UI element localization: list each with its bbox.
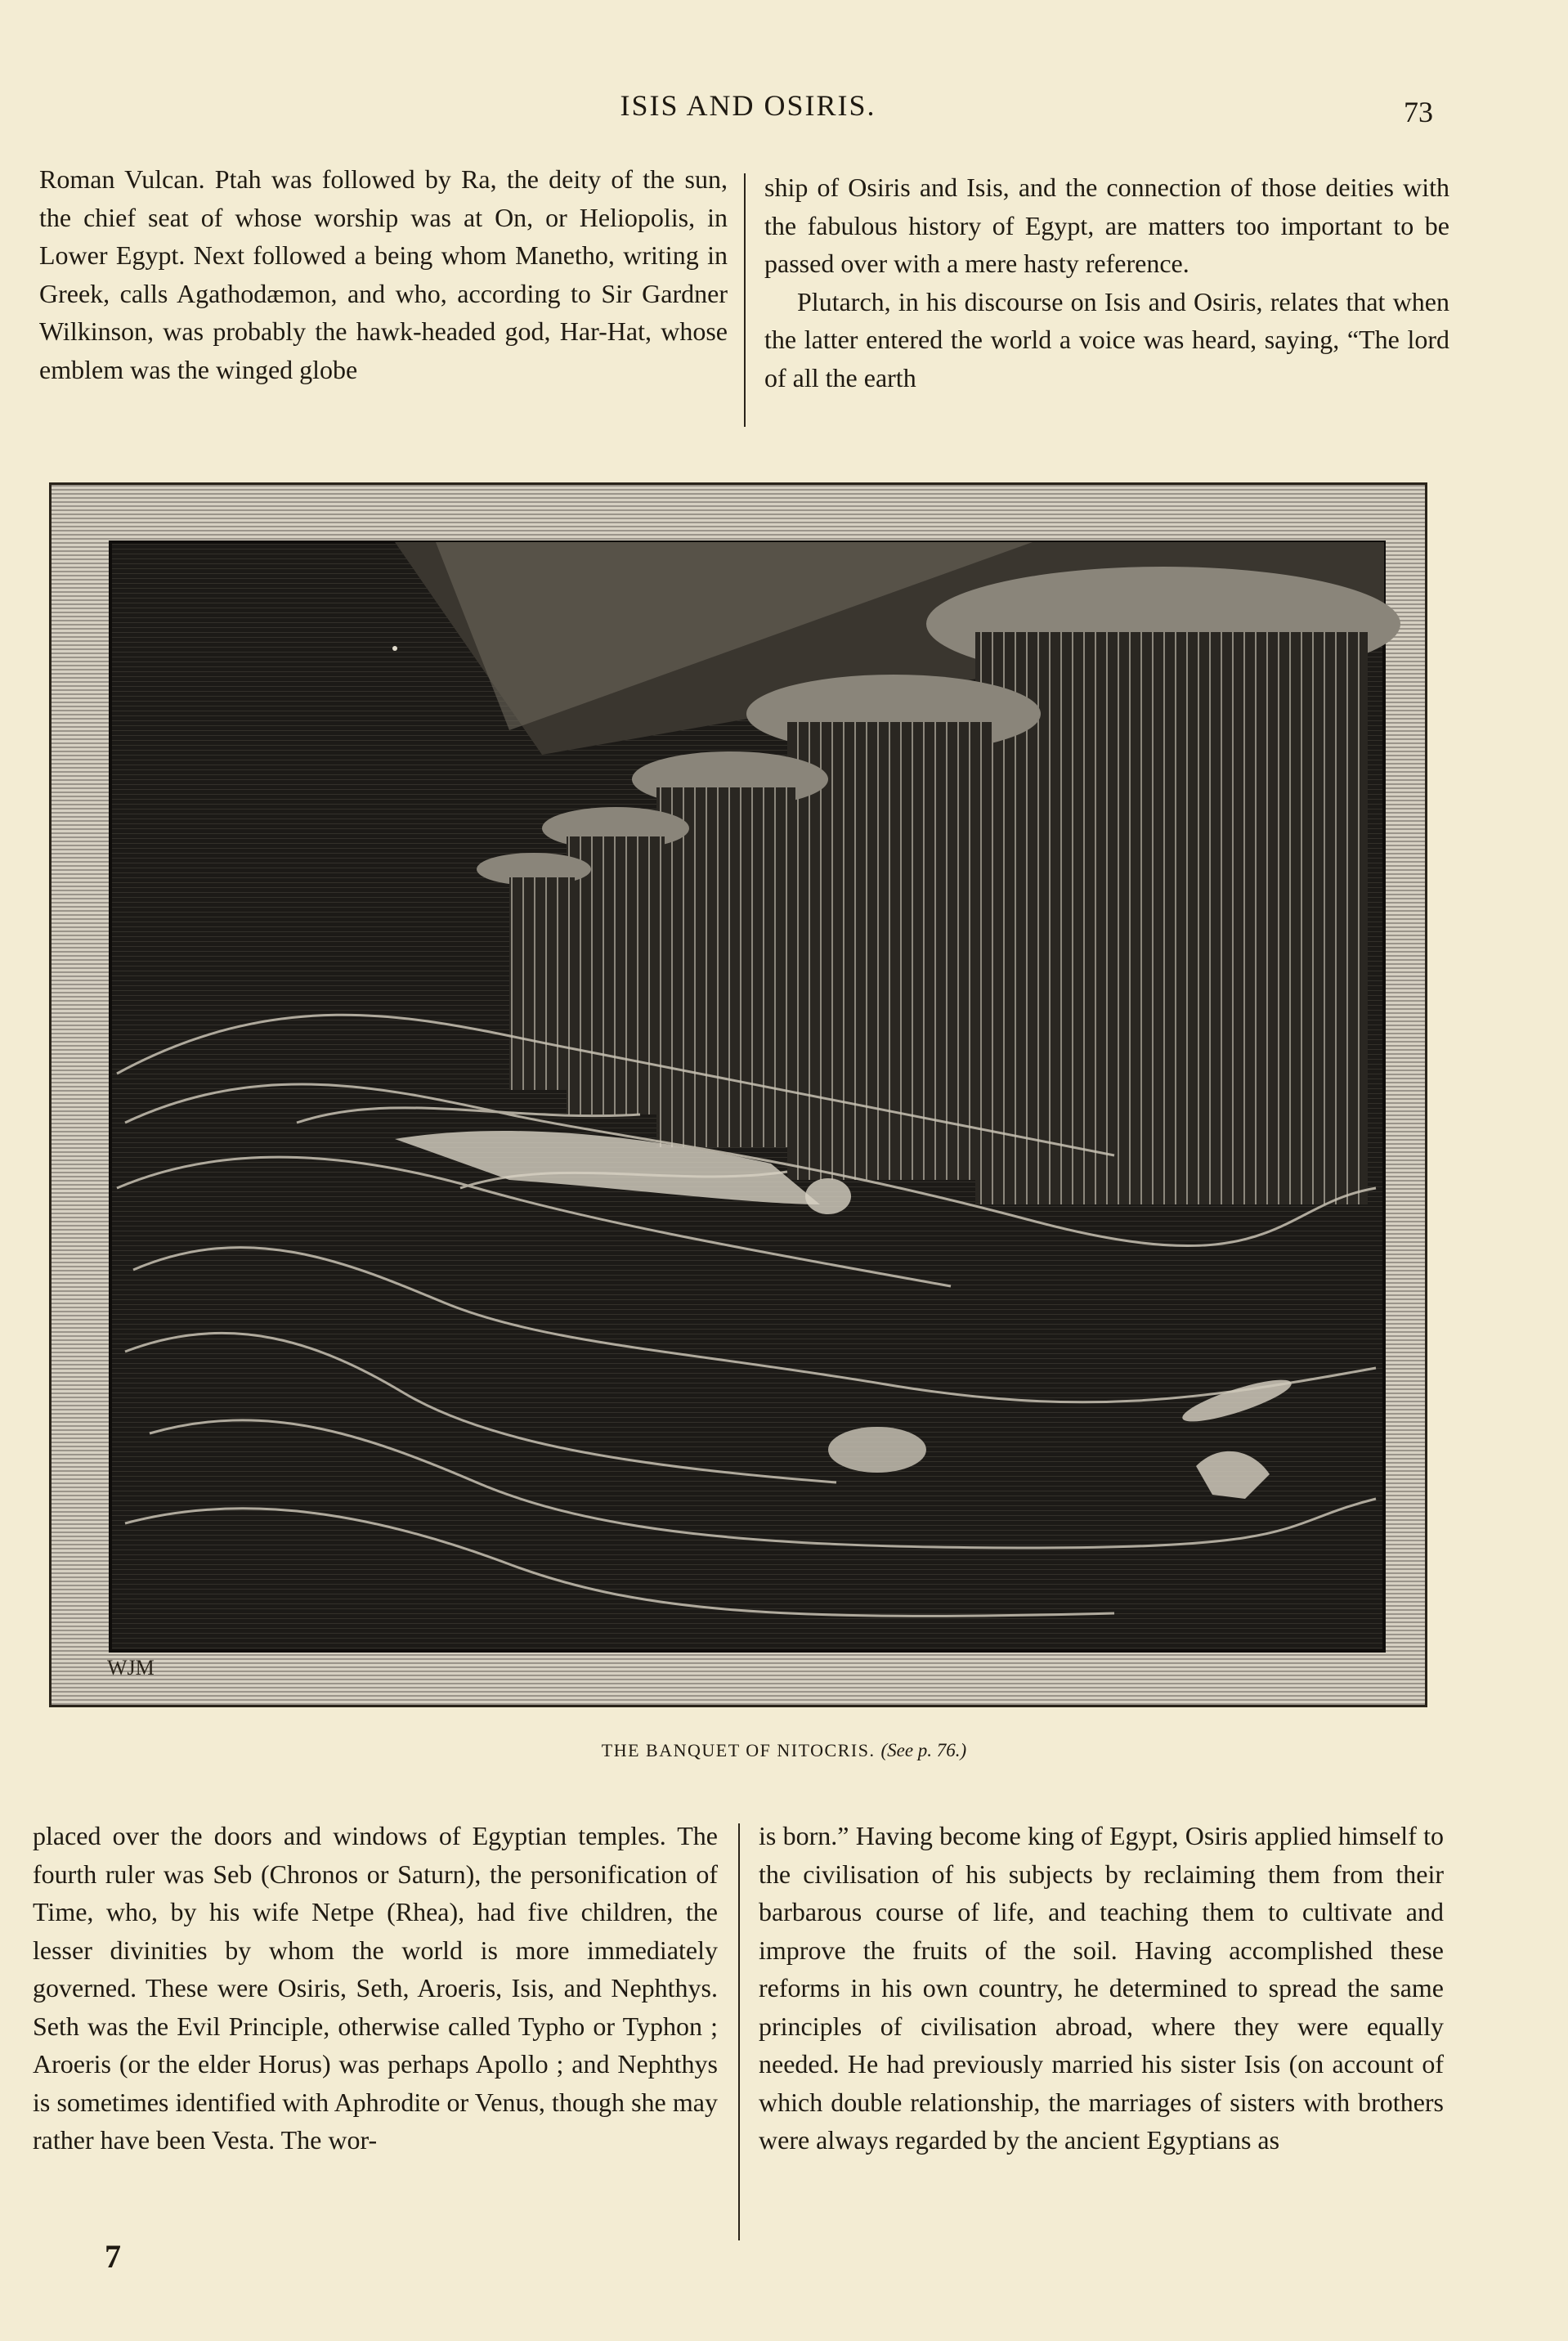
running-title: ISIS AND OSIRIS. xyxy=(620,89,876,122)
column-top-left xyxy=(39,160,728,388)
page-header xyxy=(0,88,1568,129)
caption-page-reference: (See p. 76.) xyxy=(880,1740,967,1760)
paragraph: placed over the doors and windows of Egyptian temples. The fourth ruler was Seb (Chronos or Saturn), the personification of Time, who, by his wife Netpe (Rhea), had five children, the lesser divinities by whom the world is more immediately governed. These were Osiris, Seth, Aroeris, Isis, and Nephthys. Seth was the Evil Principle, otherwise called Typho or Typhon ; Aroeris (or the elder Horus) was perhaps Apollo ; and Nephthys is sometimes identified with Aphrodite or Venus, though she may rather have been Vesta. The wor- xyxy=(33,1821,718,2155)
paragraph: ship of Osiris and Isis, and the connection of those deities with the fabulous history of Egypt, are matters too important to be passed over with a mere hasty reference. xyxy=(764,173,1449,278)
engraving-illustration xyxy=(49,482,1427,1707)
column-divider xyxy=(738,1823,740,2240)
column-bottom-left xyxy=(33,1817,718,2159)
column-divider xyxy=(744,173,746,427)
paragraph: Roman Vulcan. Ptah was followed by Ra, the deity of the sun, the chief seat of whose worship was at On, or Heliopolis, in Lower Egypt. Next followed a being whom Manetho, writing in Greek, calls Agathodæmon, and who, according to Sir Gardner Wilkinson, was probably the hawk-headed god, Har-Hat, whose emblem was the winged globe xyxy=(39,164,728,384)
column-bottom-right xyxy=(759,1817,1444,2159)
engraving-artwork xyxy=(52,485,1425,1705)
engraver-signature: WJM xyxy=(107,1656,155,1680)
paragraph: Plutarch, in his discourse on Isis and Osiris, relates that when the latter entered the world a voice was heard, saying, “The lord of all the earth xyxy=(764,286,1449,392)
column-top-right xyxy=(764,168,1449,397)
caption-title: THE BANQUET OF NITOCRIS. xyxy=(601,1740,876,1760)
illustration-caption xyxy=(0,1740,1568,1761)
page-number: 73 xyxy=(1404,96,1433,128)
paragraph: is born.” Having become king of Egypt, Osiris applied himself to the civilisation of his subjects by reclaiming them from their barbarous course of life, and teaching them to cultivate and improve the fruits of the soil. Having accomplished these reforms in his own country, he determined to spread the same principles of civilisation abroad, where they were equally needed. He had previously married his sister Isis (on account of which double relationship, the marriages of sisters with brothers were always regarded by the ancient Egyptians as xyxy=(759,1821,1444,2155)
floating-vessel xyxy=(828,1427,926,1473)
signature-mark: 7 xyxy=(105,2238,121,2275)
